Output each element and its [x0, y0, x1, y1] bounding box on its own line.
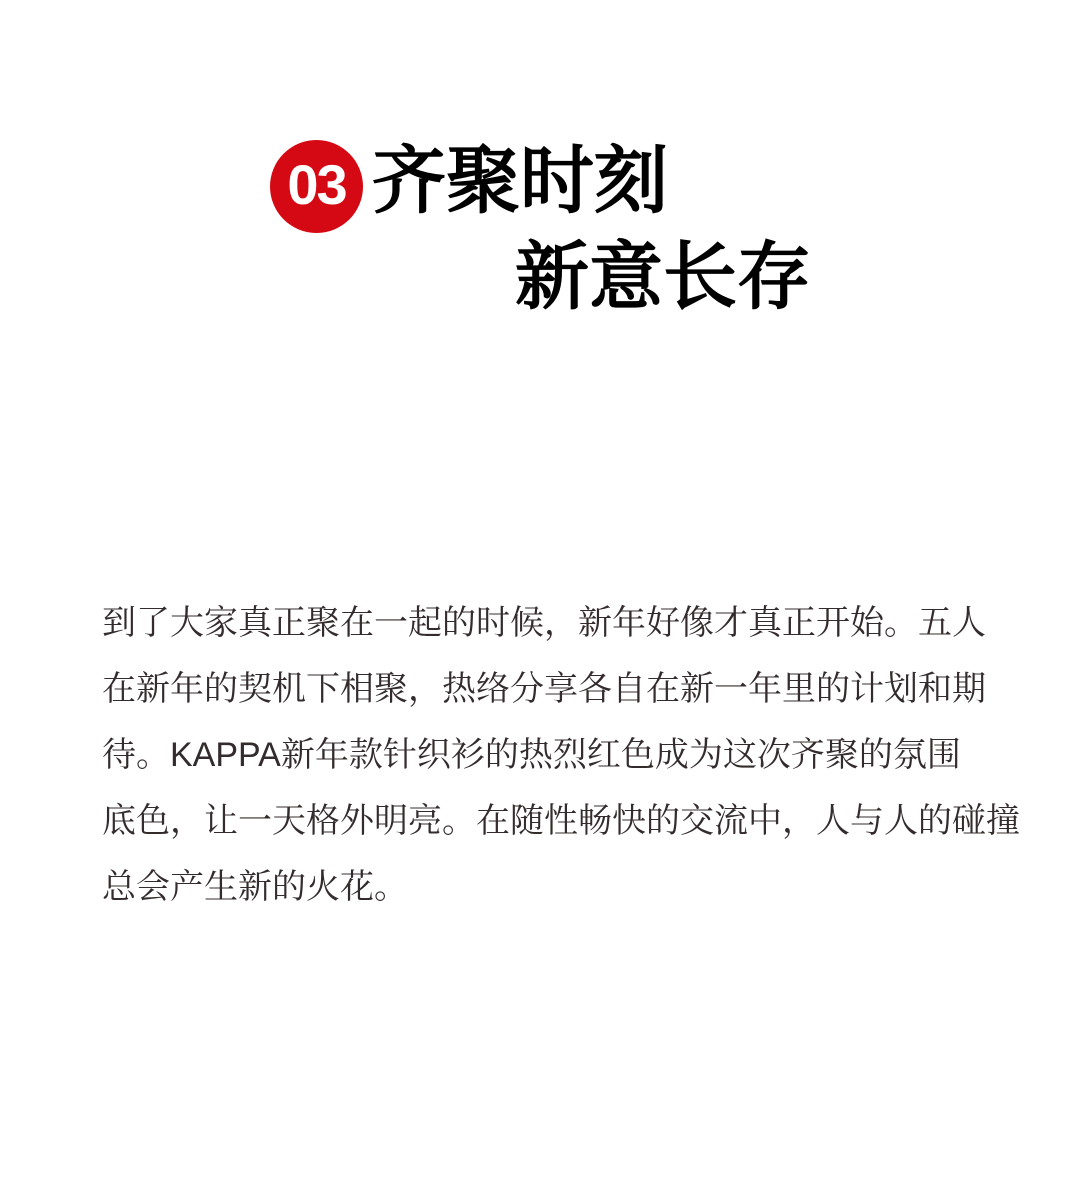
body-paragraph [102, 590, 1020, 920]
section-title-line-2: 新意长存 [515, 235, 811, 318]
paragraph-line: 在新年的契机下相聚，热络分享各自在新一年里的计划和期 [102, 670, 986, 708]
paragraph-line: 待。KAPPA新年款针织衫的热烈红色成为这次齐聚的氛围 [102, 736, 961, 774]
section-number: 03 [287, 153, 346, 216]
paragraph-line: 到了大家真正聚在一起的时候，新年好像才真正开始。五人 [102, 604, 986, 642]
paragraph-line: 底色，让一天格外明亮。在随性畅快的交流中，人与人的碰撞 [102, 802, 1020, 840]
section-number-badge [270, 140, 363, 233]
paragraph-line: 总会产生新的火花。 [102, 868, 408, 906]
section-title-line-1: 齐聚时刻 [372, 139, 668, 222]
